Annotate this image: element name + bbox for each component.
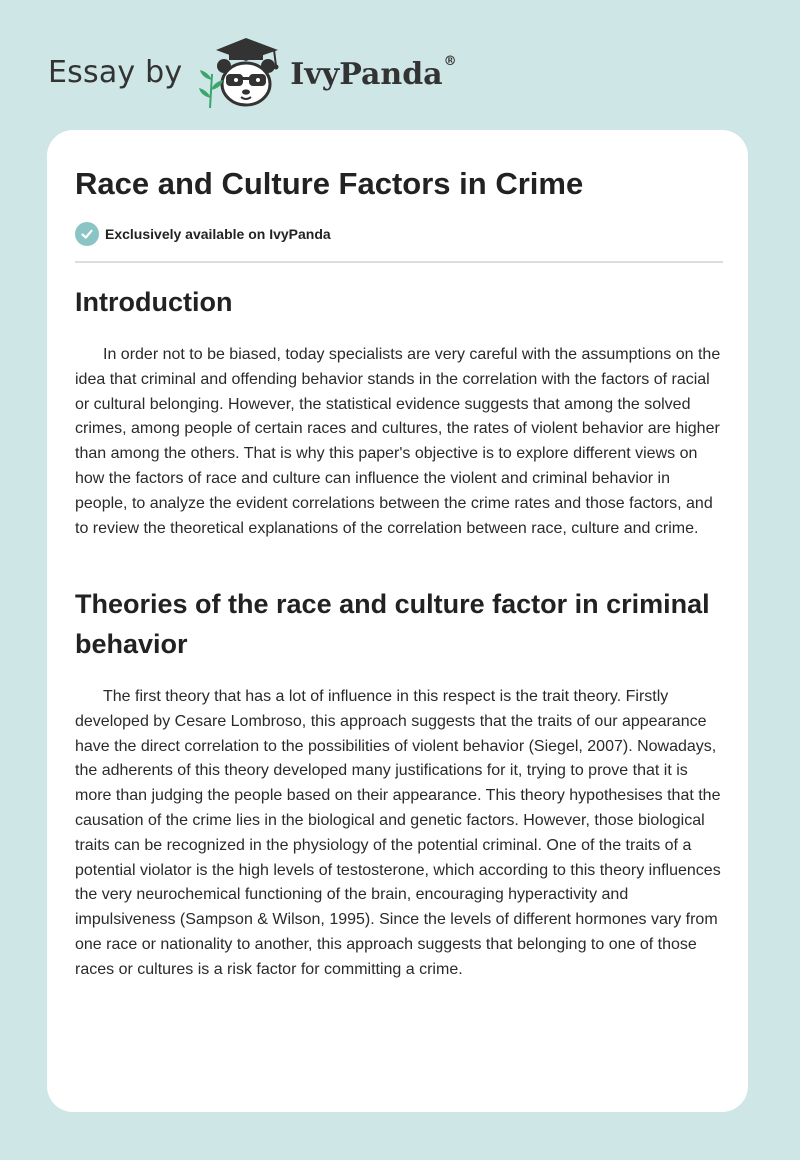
section-body-theories: The first theory that has a lot of influence in this respect is the trait theory. Firstly developed by Cesare Lombroso, this approach suggests that the traits of our appearance have the direct correlation to the possibilities of violent behavior (Siegel, 2007). Nowadays, the adherents of this theory developed many justifications for it, trying to prove that it is more than judging the people based on their appearance. This theory hypothesises that the causation of the crime lies in the biological and genetic factors. However, those biological traits can be recognized in the physiology of the potential criminal. One of the traits of a potential violator is the high levels of testosterone, which according to this theory influences the very neurochemical functioning of the brain, encouraging hyperactivity and impulsiveness (Sampson & Wilson, 1995). Since the levels of different hormones vary from one race or nationality to another, this approach suggests that belonging to one of those races or cultures is a risk factor for committing a crime. xyxy=(75,688,721,978)
panda-logo-icon[interactable] xyxy=(196,34,292,110)
essay-card xyxy=(47,130,748,1112)
essay-by-label: Essay by xyxy=(48,54,183,90)
divider xyxy=(75,261,723,263)
check-icon xyxy=(75,222,99,246)
exclusive-badge-label: Exclusively available on IvyPanda xyxy=(105,226,331,242)
trademark-symbol: ® xyxy=(443,53,457,69)
brand-name[interactable] xyxy=(290,53,457,92)
section-heading-theories: Theories of the race and culture factor in criminal behavior xyxy=(75,589,710,659)
section-body-introduction: In order not to be biased, today specialists are very careful with the assumptions on the idea that criminal and offending behavior stands in the correlation with the factors of racial or cultural belonging. However, the statistical evidence suggests that among the solved crimes, among people of certain races and cultures, the rates of violent behavior are higher than among the others. That is why this paper's objective is to explore different views on how the factors of race and culture can influence the violent and criminal behavior in people, to analyze the evident correlations between the crime rates and those factors, and to review the theoretical explanations of the correlation between race, culture and crime. xyxy=(75,346,721,537)
site-header xyxy=(48,34,457,110)
section-heading-introduction: Introduction xyxy=(75,287,233,317)
page-title: Race and Culture Factors in Crime xyxy=(75,166,584,201)
exclusive-badge xyxy=(75,222,331,246)
brand-label: IvyPanda xyxy=(290,56,443,92)
